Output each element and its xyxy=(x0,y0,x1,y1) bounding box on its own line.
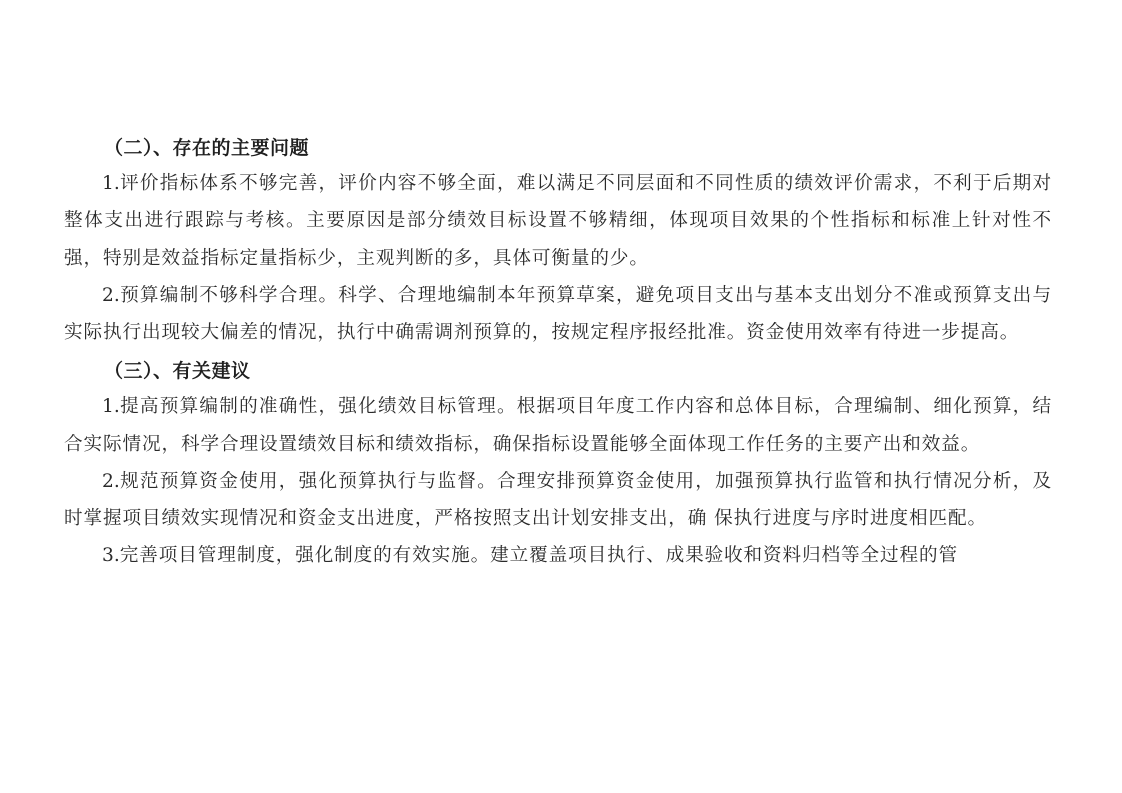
paragraph-suggestion-3 xyxy=(64,537,1052,574)
section-heading-suggestions: （三）、有关建议 xyxy=(104,360,251,383)
item-number: 1. xyxy=(102,396,120,418)
item-number: 2. xyxy=(102,284,120,306)
item-text: 规范预算资金使用，强化预算执行与监督。合理安排预算资金使用，加强预算执行监管和执行情况分析，及时掌握项目绩效实现情况和资金支出进度，严格按照支出计划安排支出，确 保执行进度与序时进度相匹配。 xyxy=(64,470,1052,529)
item-number: 1. xyxy=(102,173,120,195)
item-text: 提高预算编制的准确性，强化绩效目标管理。根据项目年度工作内容和总体目标，合理编制、细化预算，结合实际情况，科学合理设置绩效目标和绩效指标，确保指标设置能够全面体现工作任务的主要产出和效益。 xyxy=(64,396,1052,455)
item-number: 3. xyxy=(102,545,120,567)
paragraph-suggestion-1 xyxy=(64,388,1052,462)
item-text: 完善项目管理制度，强化制度的有效实施。建立覆盖项目执行、成果验收和资料归档等全过程的管 xyxy=(119,545,958,567)
document-body xyxy=(64,128,1052,574)
section-heading-problems: （二）、存在的主要问题 xyxy=(104,137,310,159)
item-text: 评价指标体系不够完善，评价内容不够全面，难以满足不同层面和不同性质的绩效评价需求，不利于后期对整体支出进行跟踪与考核。主要原因是部分绩效目标设置不够精细，体现项目效果的个性指标和标准上针对性不强，特别是效益指标定量指标少，主观判断的多，具体可衡量的少。 xyxy=(64,173,1052,269)
paragraph-problem-1 xyxy=(64,165,1052,277)
item-number: 2. xyxy=(102,470,120,492)
item-text: 预算编制不够科学合理。科学、合理地编制本年预算草案，避免项目支出与基本支出划分不准或预算支出与实际执行出现较大偏差的情况，执行中确需调剂预算的，按规定程序报经批准。资金使用效率有待进一步提高。 xyxy=(64,284,1052,343)
paragraph-problem-2 xyxy=(64,277,1052,351)
paragraph-suggestion-2 xyxy=(64,463,1052,537)
